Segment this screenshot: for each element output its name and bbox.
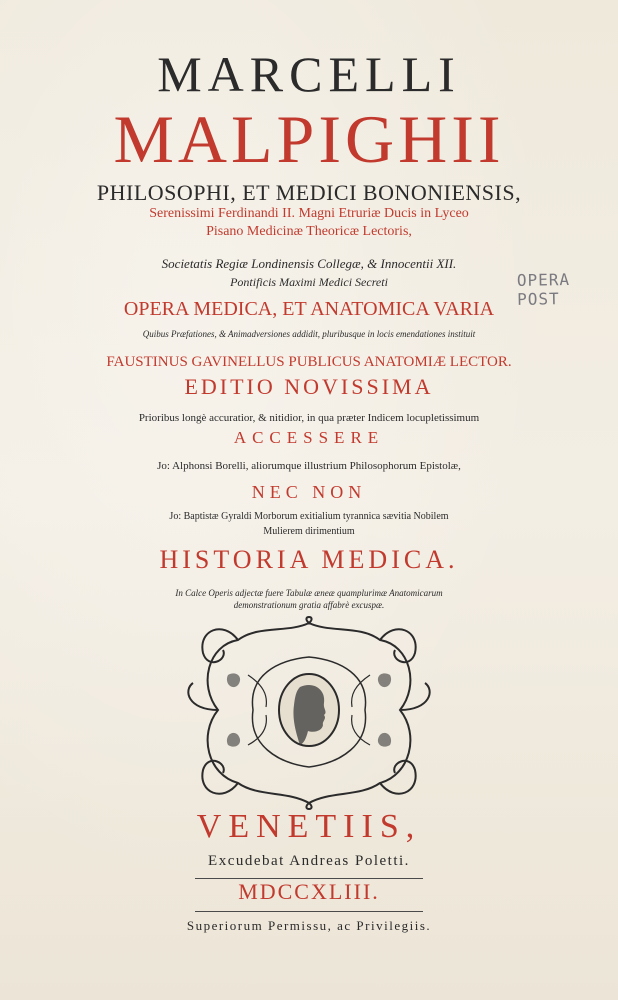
patron-line-2: Pisano Medicinæ Theoricæ Lectoris, — [206, 224, 412, 239]
author-titles: PHILOSOPHI, ET MEDICI BONONIENSIS, — [96, 180, 522, 205]
accessere-heading: ACCESSERE — [233, 428, 385, 447]
imprint-year: MDCCXLIII. — [238, 879, 380, 904]
plates-line-2: demonstrationum gratia affabrè excuspæ. — [233, 600, 385, 610]
patron-line-1: Serenissimi Ferdinandi II. Magni Etruriæ Ducis in Lyceo — [149, 206, 469, 221]
necnon-heading: NEC NON — [251, 482, 367, 502]
plates-line-1: In Calce Operis adjectæ fuere Tabulæ æneæ quamplurimæ Anatomicarum — [175, 588, 443, 598]
gyraldi-line-2: Mulierem dirimentium — [263, 526, 355, 537]
society-line: Societatis Regiæ Londinensis Collegæ, & Innocentii XII. — [161, 256, 457, 271]
editor-name: FAUSTINUS GAVINELLUS PUBLICUS ANATOMIÆ LECTOR. — [106, 354, 512, 370]
imprint-privilege: Superiorum Permissu, ac Privilegiis. — [186, 918, 432, 933]
author-last-name: MALPIGHII — [113, 101, 505, 177]
divider-rule — [195, 911, 423, 912]
imprint-city: VENETIIS, — [196, 808, 422, 845]
author-first-name: MARCELLI — [157, 46, 461, 102]
physician-line: Pontificis Maximi Medici Secreti — [230, 275, 388, 289]
edition-note: Prioribus longè accuratior, & nitidior, in qua præter Indicem locupletissimum — [138, 412, 480, 424]
imprint-printer: Excudebat Andreas Poletti. — [208, 853, 410, 869]
historia-heading: HISTORIA MEDICA. — [159, 545, 459, 574]
borelli-line: Jo: Alphonsi Borelli, aliorumque illustrium Philosophorum Epistolæ, — [157, 460, 461, 472]
gyraldi-line-1: Jo: Baptistæ Gyraldi Morborum exitialium tyrannica sævitia Nobilem — [169, 511, 449, 522]
vignette-icon — [178, 615, 440, 810]
handwritten-note: OPERA POST — [516, 269, 571, 309]
work-title: OPERA MEDICA, ET ANATOMICA VARIA — [123, 298, 495, 320]
edition-heading: EDITIO NOVISSIMA — [184, 374, 434, 399]
editor-note: Quibus Præfationes, & Animadversiones addidit, pluribusque in locis emendationes instituit — [142, 329, 476, 339]
